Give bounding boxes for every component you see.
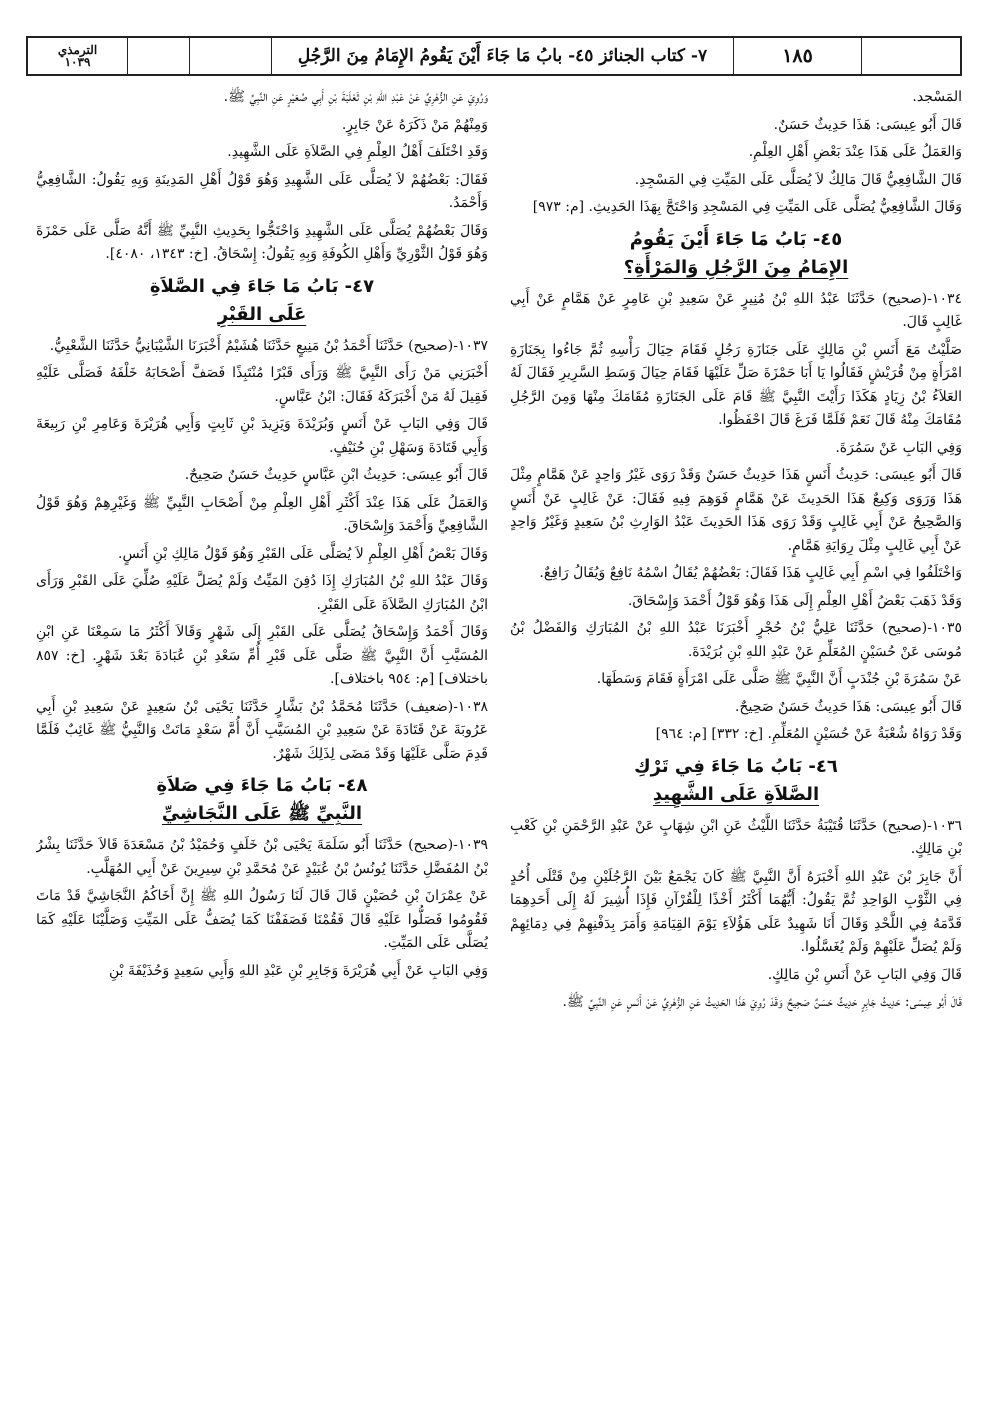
paragraph: عَنْ عِمْرَانَ بْنِ حُصَيْنٍ قَالَ قَالَ لَنَا رَسُولُ اللهِ ﷺ إِنَّ أَخَاكُمُ النَّجَاشِيَّ قَدْ مَاتَ فَقُومُوا فَصَلُّوا عَلَيْهِ قَالَ فَقُمْنَا فَصَفَفْنَا كَمَا يُصَفُّ عَلَى المَيِّتِ وَصَلَّيْنَا عَلَيْهِ كَمَا يُصَلَّى عَلَى المَيِّتِ. bbox=[36, 888, 488, 951]
paragraph: ١٠٣٧-(صحيح) حَدَّثَنَا أَحْمَدُ بْنُ مَنِيعٍ حَدَّثَنَا هُشَيْمٌ أَخْبَرَنَا الشَّيْبَانِيُّ حَدَّثَنَا الشَّعْبِيُّ. bbox=[49, 337, 488, 354]
paragraph: وَالعَمَلُ عَلَى هَذَا عِنْدَ بَعْضِ أَهْلِ العِلْمِ. bbox=[748, 144, 962, 160]
paragraph: أَنَّ جَابِرَ بْنَ عَبْدِ اللهِ أَخْبَرَهُ أَنَّ النَّبِيَّ ﷺ كَانَ يَجْمَعُ بَيْنَ الرَّجُلَيْنِ مِنْ قَتْلَى أُحُدٍ فِي الثَّوْبِ الوَاحِدِ ثُمَّ يَقُولُ: أَيُّهُمَا أَكْثَرُ أَخْذًا لِلْقُرْآنِ فَإِذَا أُشِيرَ لَهُ إِلَى أَحَدِهِمَا قَدَّمَهُ فِي اللَّحْدِ وَقَالَ أَنَا شَهِيدٌ عَلَى هَؤُلاَءِ يَوْمَ القِيَامَةِ وَأَمَرَ بِدَفْنِهِمْ فِي دِمَائِهِمْ وَلَمْ يُصَلِّ عَلَيْهِمْ وَلَمْ يُغَسَّلُوا. bbox=[510, 868, 962, 955]
paragraph: عَنْ سَمُرَةَ بْنِ جُنْدَبٍ أَنَّ النَّبِيَّ ﷺ صَلَّى عَلَى امْرَأَةٍ فَقَامَ وَسَطَهَا. bbox=[596, 671, 962, 687]
paragraph: قَالَ أَبُو عِيسَى: حَدِيثُ جَابِرٍ حَدِيثٌ حَسَنٌ صَحِيحٌ وَقَدْ رُوِيَ هَذَا الحَدِيثُ عَنِ الزُّهْرِيِّ عَنْ أَنَسٍ عَنِ النَّبِيِّ ﷺ. bbox=[562, 994, 962, 1010]
paragraph: وَقَالَ بَعْضُ أَهْلِ العِلْمِ لاَ يُصَلَّى عَلَى القَبْرِ وَهُوَ قَوْلُ مَالِكِ بْنِ أَنَسٍ. bbox=[118, 545, 488, 562]
paragraph: وَمِنْهُمْ مَنْ ذَكَرَهُ عَنْ جَابِرٍ. bbox=[341, 116, 488, 133]
paragraph: فَقَالَ: بَعْضُهُمْ لاَ يُصَلَّى عَلَى الشَّهِيدِ وَهُوَ قَوْلُ أَهْلِ المَدِينَةِ وَبِهِ يَقُولُ: الشَّافِعِيُّ وَأَحْمَدُ. bbox=[36, 171, 488, 211]
source-reference bbox=[28, 38, 128, 74]
section-heading-line: النَّبِيِّ ﷺ عَلَى النَّجَاشِيِّ bbox=[161, 803, 363, 824]
left-column bbox=[36, 86, 488, 1386]
paragraph: وَقَالَ الشَّافِعِيُّ يُصَلَّى عَلَى المَيِّتِ فِي المَسْجِدِ وَاحْتَجَّ بِهَذَا الحَدِيثِ. [م: ٩٧٣] bbox=[532, 199, 962, 215]
section-heading-line: الإِمَامُ مِنَ الرَّجُلِ وَالمَرْأَةِ؟ bbox=[623, 256, 849, 278]
paragraph: قَالَ وَفِي البَابِ عَنْ أَنَسِ بْنِ مَالِكٍ. bbox=[767, 966, 962, 983]
section-heading-line: ٤٧- بَابُ مَا جَاءَ فِي الصَّلاَةِ bbox=[149, 275, 375, 297]
paragraph: وَرُوِيَ عَنِ الزُّهْرِيِّ عَنْ عَبْدِ اللهِ بْنِ ثَعْلَبَةَ بْنِ أَبِي صُعَيْرٍ عَنِ النَّبِيِّ ﷺ. bbox=[223, 89, 488, 105]
paragraph: ١٠٣٥-(صحيح) حَدَّثَنَا عَلِيُّ بْنُ حُجْرٍ أَخْبَرَنَا عَبْدُ اللهِ بْنُ المُبَارَكِ وَالفَضْلُ بْنُ مُوسَى عَنْ حُسَيْنٍ المُعَلِّمِ عَنْ عَبْدِ اللهِ بْنِ بُرَيْدَةَ. bbox=[510, 620, 962, 660]
section-heading-line: ٤٥- بَابُ مَا جَاءَ أَيْنَ يَقُومُ bbox=[629, 228, 843, 250]
paragraph: قَالَ أَبُو عِيسَى: هَذَا حَدِيثٌ حَسَنٌ صَحِيحٌ. bbox=[734, 698, 962, 715]
paragraph: وَفِي البَابِ عَنْ سَمُرَةَ. bbox=[835, 439, 962, 456]
paragraph: قَالَ أَبُو عِيسَى: حَدِيثُ ابْنِ عَبَّاسٍ حَدِيثٌ حَسَنٌ صَحِيحٌ. bbox=[184, 467, 488, 483]
section-heading bbox=[510, 753, 962, 809]
paragraph: المَسْجد. bbox=[912, 89, 962, 105]
paragraph: وَقَالَ بَعْضُهُمْ يُصَلَّى عَلَى الشَّهِيدِ وَاحْتَجُّوا بِحَدِيثِ النَّبِيِّ ﷺ أَنَّهُ صَلَّى عَلَى حَمْزَةَ وَهُوَ قَوْلُ الثَّوْرِيِّ وَأَهْلِ الكُوفَةِ وَبِهِ يَقُولُ: إِسْحَاقُ. [خ: ١٣٤٣، ٤٠٨٠]. bbox=[36, 222, 488, 262]
paragraph: وَقَالَ أَحْمَدُ وَإِسْحَاقُ يُصَلَّى عَلَى القَبْرِ إِلَى شَهْرٍ وَقَالاَ أَكْثَرُ مَا سَمِعْنَا عَنِ ابْنِ المُسَيَّبِ أَنَّ النَّبِيَّ ﷺ صَلَّى عَلَى قَبْرِ أُمِّ سَعْدِ بْنِ عُبَادَةَ بَعْدَ شَهْرٍ. [خ: ٨٥٧ باختلاف] [م: ٩٥٤ باختلاف]. bbox=[36, 624, 488, 687]
header-cell-blank bbox=[128, 38, 190, 74]
paragraph: وَالعَمَلُ عَلَى هَذَا عِنْدَ أَكْثَرِ أَهْلِ العِلْمِ مِنْ أَصْحَابِ النَّبِيِّ ﷺ وَغَيْرِهِمْ وَهُوَ قَوْلُ الشَّافِعِيِّ وَأَحْمَدَ وَإِسْحَاقَ. bbox=[36, 494, 488, 534]
header-cell-blank bbox=[862, 38, 960, 74]
paragraph: وَاخْتَلَفُوا فِي اسْمِ أَبِي غَالِبٍ هَذَا فَقَالَ: بَعْضُهُمْ يُقَالُ اسْمُهُ نَافِعٌ وَيُقَالُ رَافِعٌ. bbox=[539, 565, 962, 581]
chapter-title: ٧- كتاب الجنائز ٤٥- بابُ مَا جَاءَ أَيْنَ يَقُومُ الإِمَامُ مِنَ الرَّجُلِ bbox=[272, 38, 734, 74]
section-heading-line: عَلَى القَبْرِ bbox=[217, 303, 307, 325]
section-heading bbox=[36, 273, 488, 329]
paragraph: ١٠٣٦-(صحيح) حَدَّثَنَا قُتَيْبَةُ حَدَّثَنَا اللَّيْثُ عَنِ ابْنِ شِهَابٍ عَنْ عَبْدِ الرَّحْمَنِ بْنِ كَعْبِ بْنِ مَالِكٍ. bbox=[510, 817, 962, 857]
paragraph: قَالَ أَبُو عِيسَى: حَدِيثُ أَنَسٍ هَذَا حَدِيثٌ حَسَنٌ وَقَدْ رَوَى غَيْرُ وَاحِدٍ عَنْ هَمَّامٍ مِثْلَ هَذَا وَرَوَى وَكِيعٌ هَذَا الحَدِيثَ عَنْ هَمَّامٍ فَوَهِمَ فِيهِ فَقَالَ: عَنْ غَالِبٍ عَنْ أَنَسٍ وَالصَّحِيحُ عَنْ أَبِي غَالِبٍ وَقَدْ رَوَى هَذَا الحَدِيثَ عَبْدُ الوَارِثِ بْنُ سَعِيدٍ وَغَيْرُ وَاحِدٍ عَنْ أَبِي غَالِبٍ مِثْلَ رِوَايَةِ هَمَّامٍ. bbox=[510, 467, 962, 554]
paragraph: قَالَ أَبُو عِيسَى: هَذَا حَدِيثٌ حَسَنٌ. bbox=[773, 116, 962, 133]
section-heading-line: ٤٨- بَابُ مَا جَاءَ فِي صَلاَةِ bbox=[156, 775, 368, 796]
paragraph: ١٠٣٩-(صحيح) حَدَّثَنَا أَبُو سَلَمَةَ يَحْيَى بْنُ خَلَفٍ وَحُمَيْدُ بْنُ مَسْعَدَةَ قَالاَ حَدَّثَنَا بِشْرُ بْنُ المُفَضَّلِ حَدَّثَنَا يُونُسُ بْنُ عُبَيْدٍ عَنْ مُحَمَّدِ بْنِ سِيرِينَ عَنْ أَبِي المُهَلَّبِ. bbox=[36, 837, 488, 877]
paragraph: صَلَّيْتُ مَعَ أَنَسِ بْنِ مَالِكٍ عَلَى جَنَازَةِ رَجُلٍ فَقَامَ حِيَالَ رَأْسِهِ ثُمَّ جَاءُوا بِجَنَازَةِ امْرَأَةٍ مِنْ قُرَيْشٍ فَقَالُوا يَا أَبَا حَمْزَةَ صَلِّ عَلَيْهَا فَقَامَ حِيَالَ وَسَطِ السَّرِيرِ فَقَالَ لَهُ العَلاَءُ بْنُ زِيَادٍ هَكَذَا رَأَيْتَ النَّبِيَّ ﷺ قَامَ عَلَى الجَنَازَةِ مُقَامَكَ مِنْهَا وَمِنَ الرَّجُلِ مُقَامَكَ مِنْهُ قَالَ نَعَمْ فَلَمَّا فَرَغَ قَالَ احْفَظُوا. bbox=[510, 341, 962, 428]
header-cell-blank bbox=[190, 38, 272, 74]
paragraph: وَقَدْ ذَهَبَ بَعْضُ أَهْلِ العِلْمِ إِلَى هَذَا وَهُوَ قَوْلُ أَحْمَدَ وَإِسْحَاقَ. bbox=[627, 592, 962, 609]
paragraph: قَالَ الشَّافِعِيُّ قَالَ مَالِكٌ لاَ يُصَلَّى عَلَى المَيِّتِ فِي المَسْجِدِ. bbox=[634, 171, 962, 188]
section-heading-line: الصَّلاَةِ عَلَى الشَّهِيدِ bbox=[652, 783, 820, 805]
section-heading-line: ٤٦- بَابُ مَا جَاءَ فِي تَرْكِ bbox=[634, 755, 838, 777]
paragraph: ١٠٣٨-(ضعيف) حَدَّثَنَا مُحَمَّدُ بْنُ بَشَّارٍ حَدَّثَنَا يَحْيَى بْنُ سَعِيدٍ عَنْ سَعِيدِ بْنِ أَبِي عَرُوبَةَ عَنْ قَتَادَةَ عَنْ سَعِيدِ بْنِ المُسَيَّبِ أَنَّ أُمَّ سَعْدٍ مَاتَتْ وَالنَّبِيُّ ﷺ غَائِبٌ فَلَمَّا قَدِمَ صَلَّى عَلَيْهَا وَقَدْ مَضَى لِذَلِكَ شَهْرٌ. bbox=[36, 698, 488, 762]
section-heading bbox=[36, 772, 488, 828]
right-column bbox=[510, 86, 962, 1386]
paragraph: وَقَدِ اخْتَلَفَ أَهْلُ العِلْمِ فِي الصَّلاَةِ عَلَى الشَّهِيدِ. bbox=[227, 144, 488, 160]
paragraph: وَقَالَ عَبْدُ اللهِ بْنُ المُبَارَكِ إِذَا دُفِنَ المَيِّتُ وَلَمْ يُصَلَّ عَلَيْهِ صُلِّيَ عَلَى القَبْرِ وَرَأَى ابْنُ المُبَارَكِ الصَّلاَةَ عَلَى القَبْرِ. bbox=[36, 573, 488, 613]
paragraph: وَفِي البَابِ عَنْ أَبِي هُرَيْرَةَ وَجَابِرِ بْنِ عَبْدِ اللهِ وَأَبِي سَعِيدٍ وَحُذَيْفَةَ بْنِ bbox=[108, 962, 488, 979]
source-name: الترمذي bbox=[57, 43, 98, 57]
page-header bbox=[26, 36, 962, 76]
paragraph: أَخْبَرَنِي مَنْ رَأَى النَّبِيَّ ﷺ وَرَأَى قَبْرًا مُنْتَبِذًا فَصَفَّ أَصْحَابَهُ خَلْفَهُ فَصَلَّى عَلَيْهِ فَقِيلَ لَهُ مَنْ أَخْبَرَكَهُ فَقَالَ: ابْنُ عَبَّاسٍ. bbox=[36, 365, 488, 405]
source-number: ١٠٣٩ bbox=[64, 55, 91, 69]
paragraph: قَالَ وَفِي البَابِ عَنْ أَنَسٍ وَبُرَيْدَةَ وَيَزِيدَ بْنِ ثَابِتٍ وَأَبِي هُرَيْرَةَ وَعَامِرِ بْنِ رَبِيعَةَ وَأَبِي قَتَادَةَ وَسَهْلِ بْنِ حُنَيْفٍ. bbox=[36, 416, 488, 456]
paragraph: وَقَدْ رَوَاهُ شُعْبَةُ عَنْ حُسَيْنٍ المُعَلِّمِ. [خ: ٣٣٢] [م: ٩٦٤] bbox=[655, 726, 962, 742]
page-number: ١٨٥ bbox=[734, 38, 862, 74]
paragraph: ١٠٣٤-(صحيح) حَدَّثَنَا عَبْدُ اللهِ بْنُ مُنِيرٍ عَنْ سَعِيدِ بْنِ عَامِرٍ عَنْ هَمَّامٍ عَنْ أَبِي غَالِبٍ قَالَ. bbox=[510, 290, 962, 330]
section-heading bbox=[510, 226, 962, 282]
